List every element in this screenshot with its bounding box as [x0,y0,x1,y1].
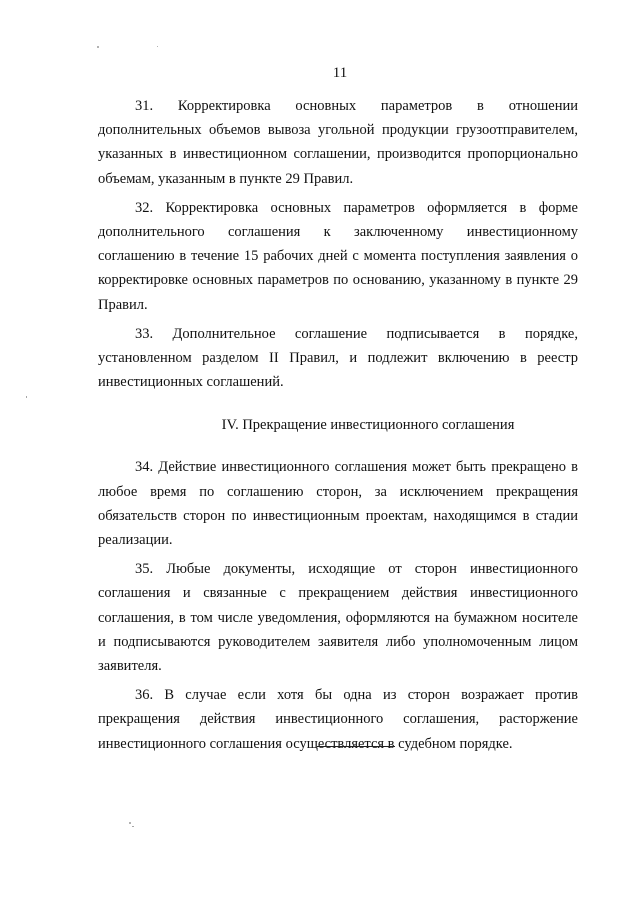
paragraph-33: 33. Дополнительное соглашение подписывается в порядке, установленном разделом II Правил, и подлежит включению в реестр инвестиционных соглашений. [98,325,578,391]
paragraph-35: 35. Любые документы, исходящие от сторон инвестиционного соглашения и связанные с прекращением действия инвестиционного соглашения, в том числе уведомления, оформляются на бумажном носителе и подписываются руководителем заявителя либо уполномоченным лицом заявителя. [98,561,578,675]
document-body [98,94,578,761]
paragraph-31: 31. Корректировка основных параметров в отношении дополнительных объемов вывоза угольной продукции грузоотправителем, указанных в инвестиционном соглашении, производится пропорционально объемам, указанным в пункте 29 Правил. [98,98,578,187]
section-heading-iv: IV. Прекращение инвестиционного соглашения [221,417,515,434]
paragraph-36: 36. В случае если хотя бы одна из сторон возражает против прекращения действия инвестиционного соглашения, расторжение инвестиционного соглашения осуществляется в судебном порядке. [98,687,578,752]
page-number: 11 [332,65,348,81]
scan-speck [97,46,99,48]
scan-speck [132,826,134,827]
end-of-document-rule [317,746,395,747]
paragraph-34: 34. Действие инвестиционного соглашения может быть прекращено в любое время по соглашению сторон, за исключением прекращения обязательств сторон по инвестиционным проектам, находящимся в стадии реализации. [98,459,578,549]
scan-speck [26,396,27,398]
scan-speck [129,822,131,824]
scan-speck [157,46,158,47]
paragraph-32: 32. Корректировка основных параметров оформляется в форме дополнительного соглашения к заключенному инвестиционному соглашению в течение 15 рабочих дней с момента поступления заявления о корректировке основных параметров по основанию, указанному в пункте 29 Правил. [98,199,578,313]
